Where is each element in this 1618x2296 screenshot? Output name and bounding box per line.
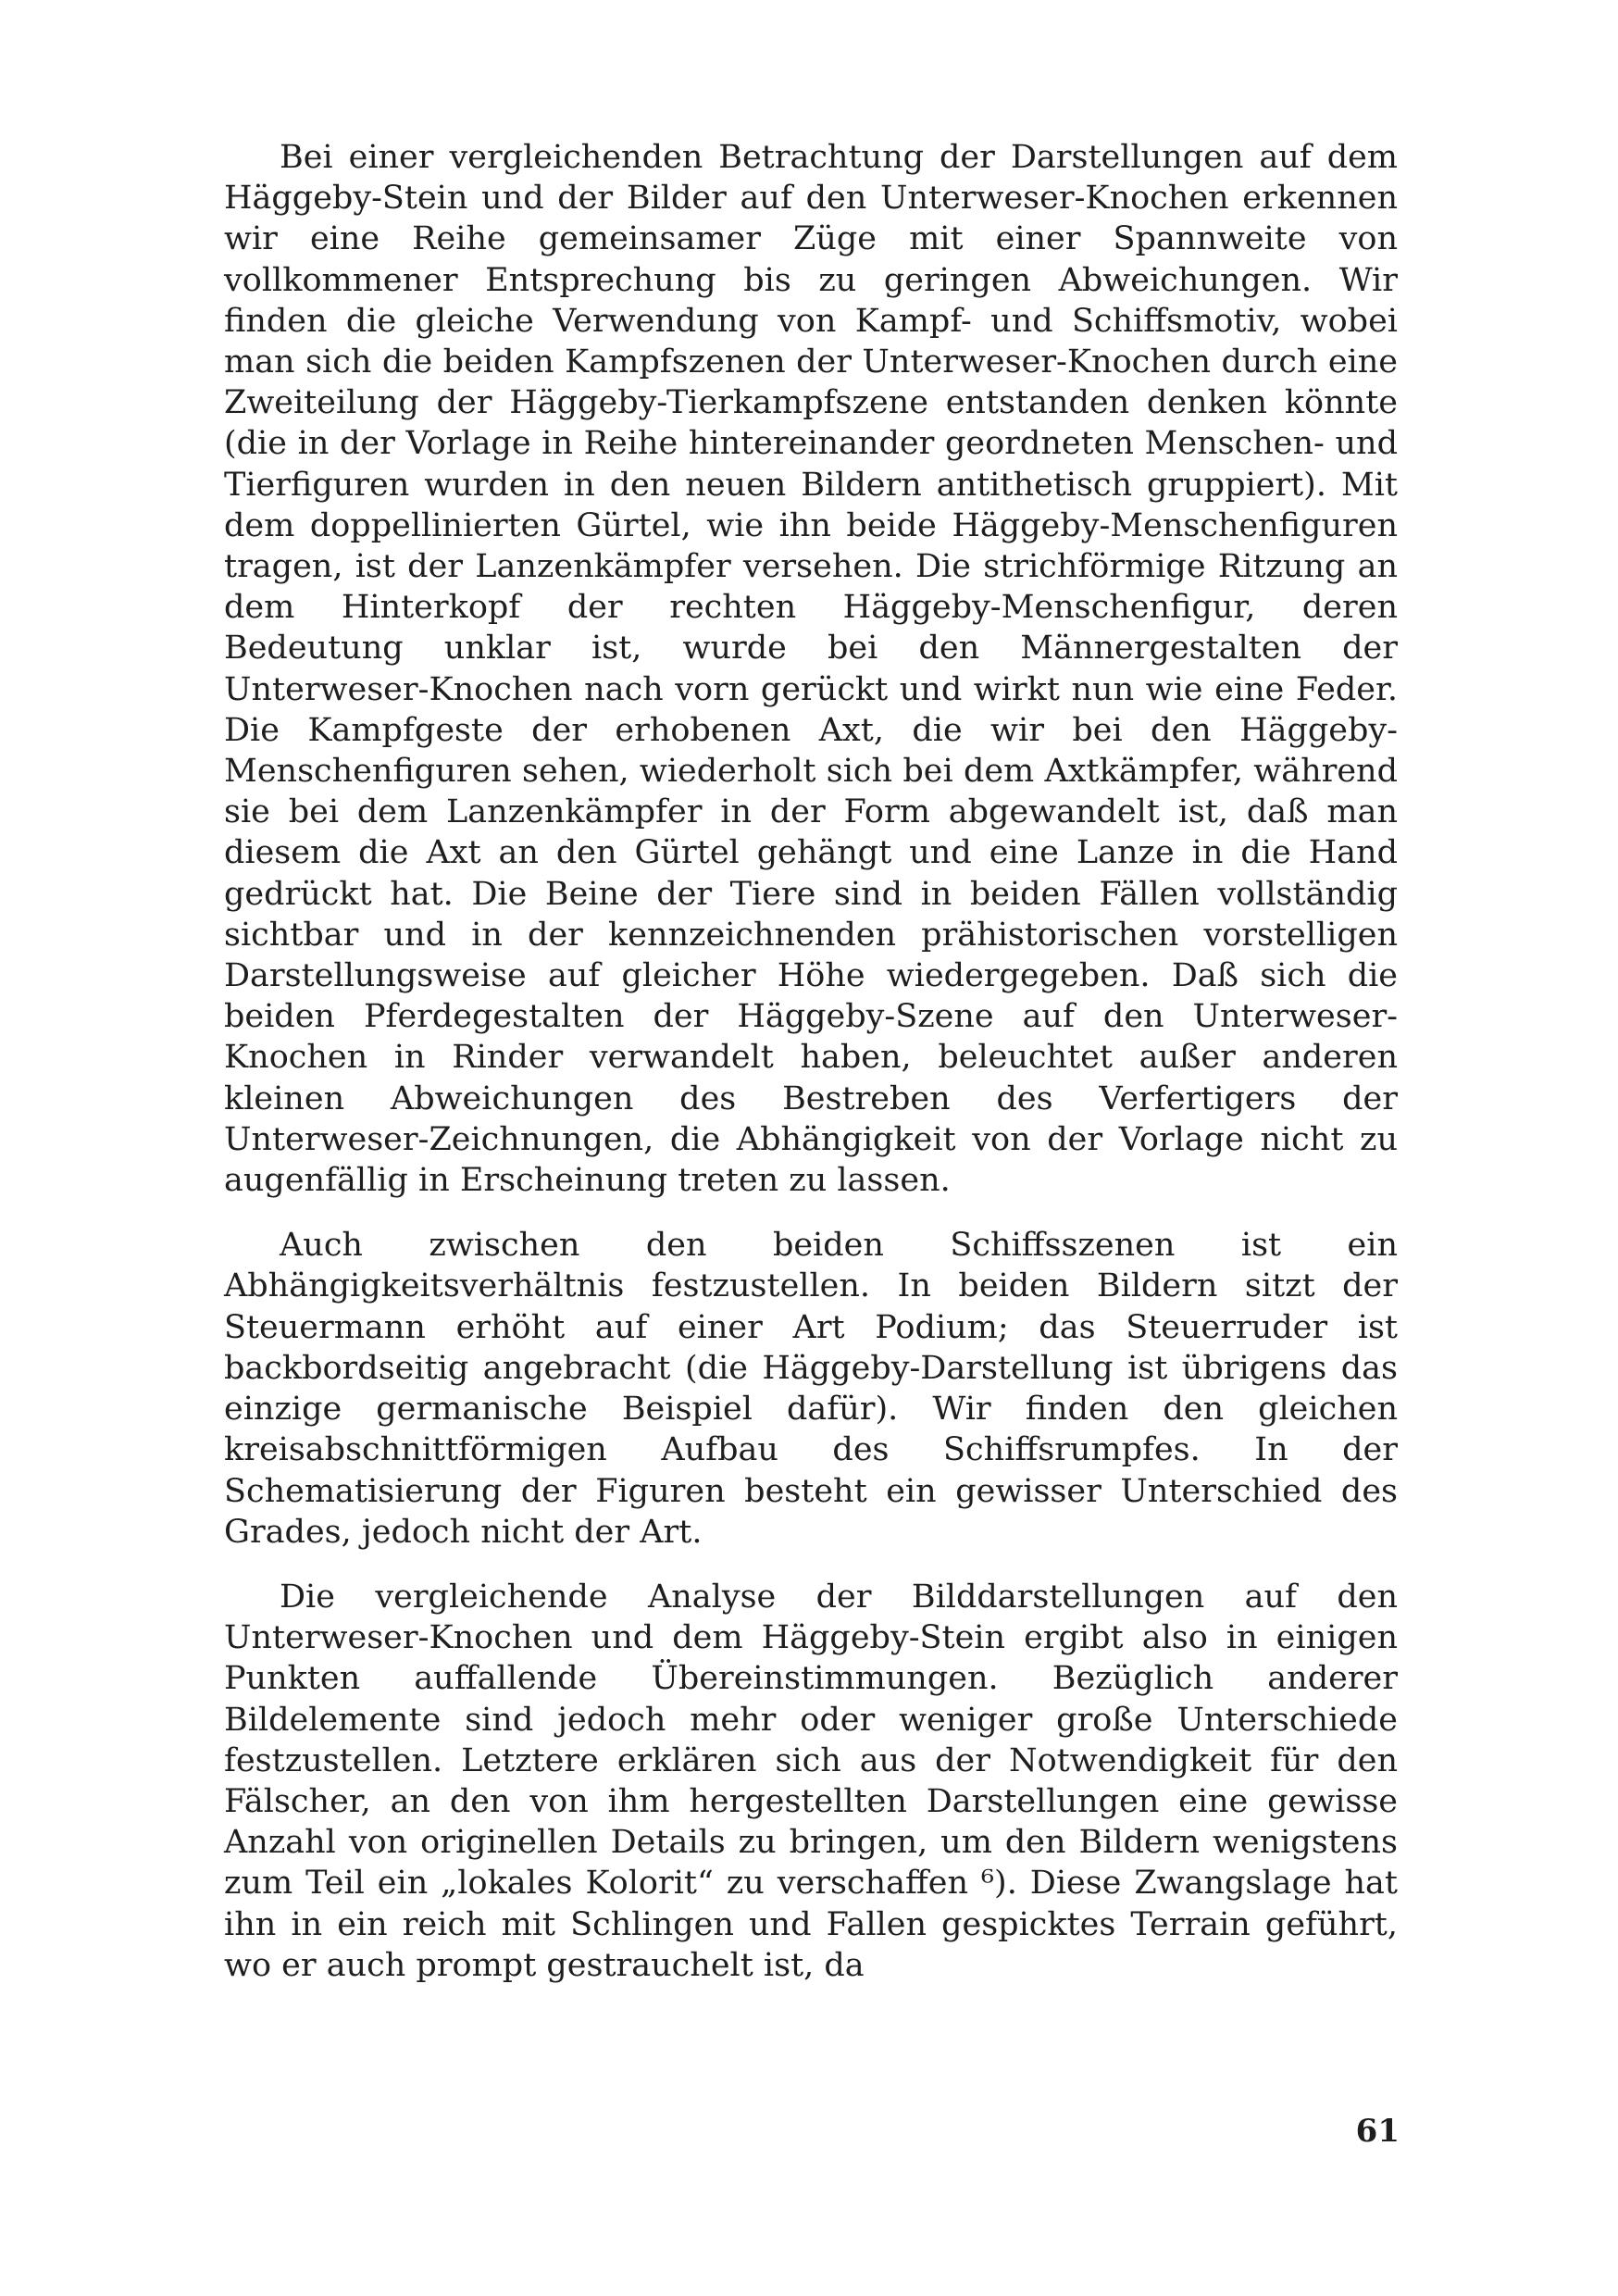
paragraph-3: Die vergleichende Analyse der Bilddarstellungen auf den Unterweser-Knochen und dem Häggeby-Stein ergibt also in einigen Punkten auffallende Übereinstimmungen. Bezüglich anderer Bildelemente sind jedoch mehr oder weniger große Unterschiede festzustellen. Letztere erklären sich aus der Notwendigkeit für den Fälscher, an den von ihm hergestellten Darstellungen eine gewisse Anzahl von originellen Details zu bringen, um den Bildern wenigstens zum Teil ein „lokales Kolorit“ zu verschaffen ⁶). Diese Zwangslage hat ihn in ein reich mit Schlingen und Fallen gespicktes Terrain geführt, wo er auch prompt gestrauchelt ist, da <box>224 1578 1398 1984</box>
page-number: 61 <box>1355 2113 1400 2150</box>
body-text <box>224 137 1398 1986</box>
paragraph-1: Bei einer vergleichenden Betrachtung der Darstellungen auf dem Häggeby-Stein und der Bilder auf den Unterweser-Knochen erkennen wir eine Reihe gemeinsamer Züge mit einer Spannweite von vollkommener Entsprechung bis zu geringen Abweichungen. Wir finden die gleiche Verwendung von Kampf- und Schiffsmotiv, wobei man sich die beiden Kampfszenen der Unterweser-Knochen durch eine Zweiteilung der Häggeby-Tierkampfszene entstanden denken könnte (die in der Vorlage in Reihe hintereinander geordneten Menschen- und Tierfiguren wurden in den neuen Bildern antithetisch gruppiert). Mit dem doppellinierten Gürtel, wie ihn beide Häggeby-Menschenfiguren tragen, ist der Lanzenkämpfer versehen. Die strichförmige Ritzung an dem Hinterkopf der rechten Häggeby-Menschenfigur, deren Bedeutung unklar ist, wurde bei den Männergestalten der Unterweser-Knochen nach vorn gerückt und wirkt nun wie eine Feder. Die Kampfgeste der erhobenen Axt, die wir bei den Häggeby-Menschenfiguren sehen, wiederholt sich bei dem Axtkämpfer, während sie bei dem Lanzenkämpfer in der Form abgewandelt ist, daß man diesem die Axt an den Gürtel gehängt und eine Lanze in die Hand gedrückt hat. Die Beine der Tiere sind in beiden Fällen vollständig sichtbar und in der kennzeichnenden prähistorischen vorstelligen Darstellungsweise auf gleicher Höhe wiedergegeben. Daß sich die beiden Pferdegestalten der Häggeby-Szene auf den Unterweser-Knochen in Rinder verwandelt haben, beleuchtet außer anderen kleinen Abweichungen des Bestreben des Verfertigers der Unterweser-Zeichnungen, die Abhängigkeit von der Vorlage nicht zu augenfällig in Erscheinung treten zu lassen. <box>224 139 1398 1200</box>
paragraph-2: Auch zwischen den beiden Schiffsszenen ist ein Abhängigkeitsverhältnis festzustellen. In beiden Bildern sitzt der Steuermann erhöht auf einer Art Podium; das Steuerruder ist backbordseitig angebracht (die Häggeby-Darstellung ist übrigens das einzige germanische Beispiel dafür). Wir finden den gleichen kreisabschnittförmigen Aufbau des Schiffsrumpfes. In der Schematisierung der Figuren besteht ein gewisser Unterschied des Grades, jedoch nicht der Art. <box>224 1227 1398 1551</box>
